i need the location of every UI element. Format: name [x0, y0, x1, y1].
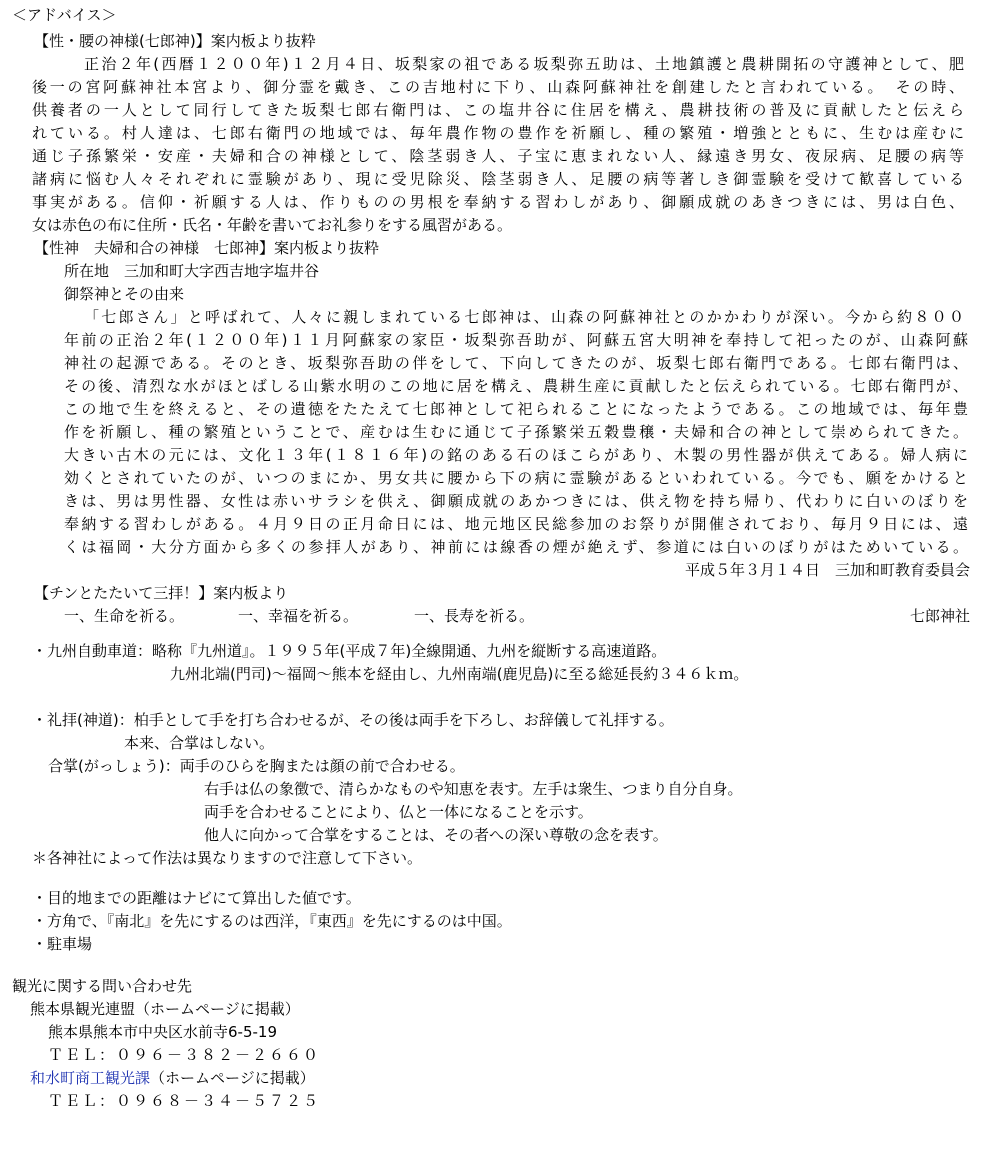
paragraph-line: その後、清烈な水がほとばしる山紫水明のこの地に居を構え、農耕生産に貢献したと伝えられている。七郎右衛門が、	[64, 377, 968, 395]
paragraph-line: くは福岡・大分方面から多くの参拝人があり、神前には線香の煙が絶えず、参道には白いのぼりがはためいている。	[64, 538, 968, 556]
paragraph-line: 事実がある。信仰・祈願する人は、作りものの男根を奉納する習わしがあり、御願成就のあきつきには、男は白色、	[32, 193, 964, 211]
paragraph-line: 作を祈願し、種の繁殖ということで、産むは生むに通じて子孫繁栄五穀豊穣・夫婦和合の神として崇められてきた。	[64, 423, 968, 441]
org2-link[interactable]: 和水町商工観光課	[30, 1069, 151, 1087]
expressway-note-cont: 九州北端(門司)～福岡～熊本を経由し、九州南端(鹿児島)に至る総延長約３４６ｋｍ。	[170, 665, 749, 683]
gassho-note-cont: 他人に向かって合掌をすることは、その者への深い尊敬の念を表す。	[204, 826, 668, 844]
gassho-note-cont: 両手を合わせることにより、仏と一体になることを示す。	[204, 803, 593, 821]
paragraph-line: 「七郎さん」と呼ばれて、人々に親しまれている七郎神は、山森の阿蘇神社とのかかわりが深い。今から約８００	[84, 308, 964, 326]
paragraph-line: 通じ子孫繁栄・安産・夫婦和合の神様として、陰茎弱き人、子宝に恵まれない人、縁遠き男女、夜尿病、足腰の病等	[32, 147, 964, 165]
org1-name: 熊本県観光連盟	[30, 1000, 136, 1018]
contact-title: 観光に関する問い合わせ先	[12, 977, 193, 995]
org2-note: （ホームページに掲載）	[150, 1069, 315, 1087]
paragraph-line: 正治２年(西暦１２００年)１２月４日、坂梨家の祖である坂梨弥五助は、土地鎮護と農耕開拓の守護神として、肥	[84, 55, 964, 73]
caution-note: ＊各神社によって作法は異なりますので注意して下さい。	[32, 849, 423, 867]
section2-heading: 【性神 夫婦和合の神様 七郎神】案内板より抜粋	[34, 239, 380, 257]
gassho-note-cont: 右手は仏の象徴で、清らかなものや知恵を表す。左手は衆生、つまり自分自身。	[204, 780, 743, 798]
contact-org1	[30, 998, 300, 1021]
signature: 平成５年３月１４日 三加和町教育委員会	[684, 561, 970, 579]
location-line: 所在地 三加和町大字西吉地字塩井谷	[64, 262, 320, 280]
paragraph-line: 奉納する習わしがある。４月９日の正月命日には、地元地区民総参加のお祭りが開催されており、毎月９日には、遠	[64, 515, 968, 533]
shrine-name: 七郎神社	[909, 607, 970, 625]
paragraph-line: れている。村人達は、七郎右衛門の地域では、毎年農作物の豊作を祈願し、種の繁殖・増強とともに、生むは産むに	[32, 124, 964, 142]
reihai-note-cont: 本来、合掌はしない。	[124, 734, 275, 752]
paragraph-line: 大きい古木の元には、文化１３年(１８１６年)の銘のある石のほこらがあり、木製の男性器が供えてある。婦人病に	[64, 446, 968, 464]
paragraph-line: 年前の正治２年(１２００年)１１月阿蘇家の家臣・坂梨弥吾助が、阿蘇五宮大明神を奉持して祀ったのが、山森阿蘇	[64, 331, 968, 349]
gassho-note: 合掌(がっしょう)：両手のひらを胸または顔の前で合わせる。	[48, 757, 465, 775]
subheading: 御祭神とその由来	[64, 285, 185, 303]
paragraph-line: 供養者の一人として同行してきた坂梨七郎右衛門は、この塩井谷に住居を構え、農耕技術の普及に貢献したと伝えら	[32, 101, 964, 119]
contact-org2	[30, 1067, 315, 1090]
parking-note: ・駐車場	[32, 935, 93, 953]
paragraph-line: 後一の宮阿蘇神社本宮より、御分霊を戴き、この吉地村に下り、山森阿蘇神社を創建したと言われている。 その時、	[32, 78, 964, 96]
paragraph-line: 女は赤色の布に住所・氏名・年齢を書いてお礼参りをする風習がある。	[32, 216, 513, 234]
paragraph-line: きは、男は男性器、女性は赤いサラシを供え、御願成就のあかつきには、供え物を持ち帰り、代わりに白いのぼりを	[64, 492, 968, 510]
section3-heading: 【チンとたたいて三拝！】案内板より	[34, 584, 289, 602]
prayer-item: 一、幸福を祈る。	[238, 607, 359, 625]
paragraph-line: 神社の起源である。そのとき、坂梨弥吾助の伴をして、下向してきたのが、坂梨七郎右衛門である。七郎右衛門は、	[64, 354, 968, 372]
direction-note: ・方角で、『南北』を先にするのは西洋，『東西』を先にするのは中国。	[32, 912, 512, 930]
prayer-item: 一、生命を祈る。	[64, 607, 185, 625]
paragraph-line: 諸病に悩む人々それぞれに霊験があり、現に受児除災、陰茎弱き人、足腰の病等著しき御霊験を受けて歓喜している	[32, 170, 964, 188]
org2-tel: ＴＥＬ：０９６８－３４－５７２５	[48, 1092, 321, 1110]
prayer-item: 一、長寿を祈る。	[414, 607, 535, 625]
distance-note: ・目的地までの距離はナビにて算出した値です。	[32, 889, 361, 907]
org1-tel: ＴＥＬ：０９６－３８２－２６６０	[48, 1046, 321, 1064]
org1-address: 熊本県熊本市中央区水前寺6-5-19	[48, 1023, 278, 1041]
org1-note: （ホームページに掲載）	[135, 1000, 300, 1018]
advice-header: ＜アドバイス＞	[12, 6, 117, 24]
expressway-note: ・九州自動車道：略称『九州道』。１９９５年(平成７年)全線開通、九州を縦断する高速道路。	[32, 642, 667, 660]
paragraph-line: この地で生を終えると、その遺徳をたたえて七郎神として祀られることになったようである。この地域では、毎年豊	[64, 400, 968, 418]
section1-heading: 【性・腰の神様(七郎神)】案内板より抜粋	[34, 32, 316, 50]
reihai-note: ・礼拝(神道)：柏手として手を打ち合わせるが、その後は両手を下ろし、お辞儀して礼拝する。	[32, 711, 674, 729]
paragraph-line: 効くとされていたのが、いつのまにか、男女共に腰から下の病に霊験があるといわれている。今でも、願をかけると	[64, 469, 968, 487]
